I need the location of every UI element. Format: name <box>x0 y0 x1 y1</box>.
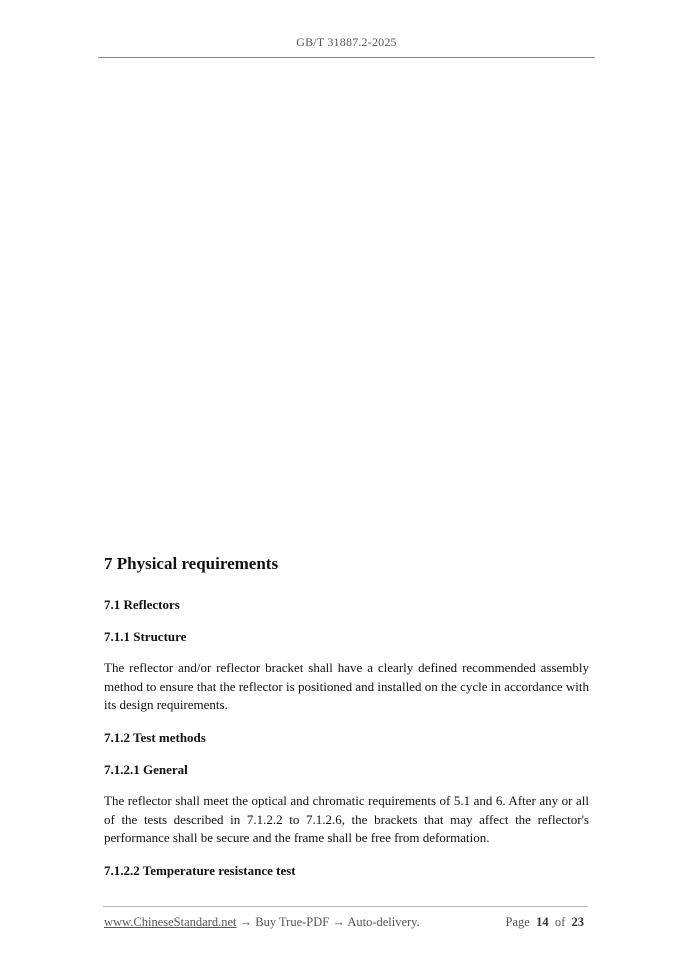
page-label: Page <box>505 915 530 929</box>
of-label: of <box>554 915 566 929</box>
footer-promo <box>104 915 420 930</box>
arrow-icon: → <box>332 915 345 929</box>
section-heading-7-1-1: 7.1.1 Structure <box>104 629 187 644</box>
section-heading-7-1-2: 7.1.2 Test methods <box>104 730 206 745</box>
page-number <box>506 915 584 930</box>
paragraph-general: The reflector shall meet the optical and chromatic requirements of 5.1 and 6. After any or all of the tests described in 7.1.2.2 to 7.1.2.6, the brackets that may affect the reflector's performance shall be secure and the frame shall be free from deformation. <box>104 793 589 845</box>
arrow-icon: → <box>239 915 253 929</box>
header-divider <box>98 57 595 58</box>
current-page: 14 <box>536 915 549 929</box>
page-header: GB/T 31887.2-2025 <box>296 35 397 49</box>
section-heading-7-1: 7.1 Reflectors <box>104 597 180 612</box>
website-link[interactable]: www.ChineseStandard.net <box>104 915 237 929</box>
section-heading-7-1-2-1: 7.1.2.1 General <box>104 762 188 777</box>
paragraph-structure: The reflector and/or reflector bracket shall have a clearly defined recommended assembly method to ensure that the reflector is positioned and installed on the cycle in accordance with its design requirements. <box>104 660 589 712</box>
auto-delivery-text: Auto-delivery. <box>347 915 420 929</box>
footer-divider <box>103 906 588 907</box>
total-pages: 23 <box>571 915 584 929</box>
section-heading-7-1-2-2: 7.1.2.2 Temperature resistance test <box>104 863 296 878</box>
buy-true-pdf-text: Buy True-PDF <box>255 915 330 929</box>
section-heading-7: 7 Physical requirements <box>104 554 279 573</box>
